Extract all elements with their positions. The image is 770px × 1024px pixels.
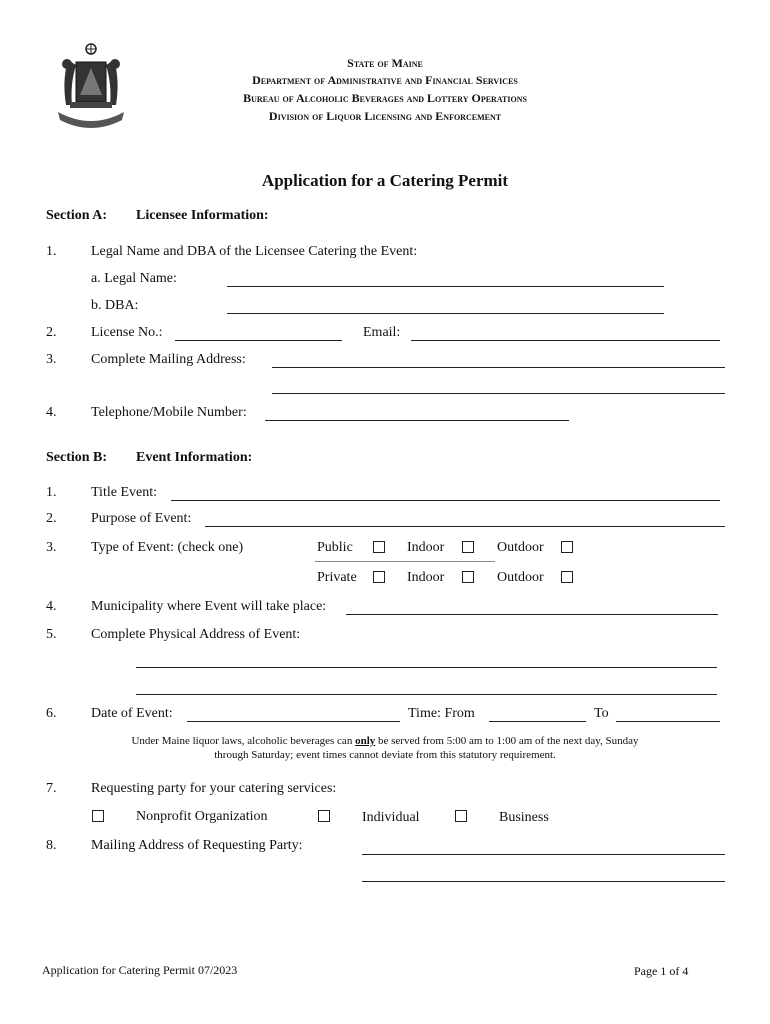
business-label: Business xyxy=(499,810,549,825)
page-title: Application for a Catering Permit xyxy=(261,171,509,190)
section-b-label: Section B: xyxy=(46,450,108,465)
a-q1-label: Legal Name and DBA of the Licensee Catering the Event: xyxy=(91,244,418,259)
individual-checkbox[interactable] xyxy=(318,810,330,822)
a-q2-number: 2. xyxy=(46,325,57,340)
b-q6-number: 6. xyxy=(46,706,57,721)
public-outdoor-label: Outdoor xyxy=(497,540,544,555)
public-indoor-label: Indoor xyxy=(407,540,445,555)
section-a-label: Section A: xyxy=(46,208,108,223)
b-q4-number: 4. xyxy=(46,599,57,614)
b-q7-number: 7. xyxy=(46,781,57,796)
requesting-party-address-field-2[interactable] xyxy=(362,881,725,882)
header-department: Department of Administrative and Financial Services xyxy=(252,73,518,87)
public-indoor-checkbox[interactable] xyxy=(462,541,474,553)
private-label: Private xyxy=(317,570,357,585)
public-outdoor-checkbox[interactable] xyxy=(561,541,573,553)
header-bureau: Bureau of Alcoholic Beverages and Lottery Operations xyxy=(243,91,527,105)
header-division: Division of Liquor Licensing and Enforcement xyxy=(268,109,502,123)
telephone-field[interactable] xyxy=(265,420,569,421)
time-to-field[interactable] xyxy=(616,721,720,722)
header-state: State of Maine xyxy=(347,56,423,70)
public-label: Public xyxy=(317,540,353,555)
note-text-c: through Saturday; event times cannot deviate from this statutory requirement. xyxy=(214,749,556,761)
private-outdoor-checkbox[interactable] xyxy=(561,571,573,583)
purpose-label: Purpose of Event: xyxy=(91,511,192,526)
type-divider xyxy=(315,561,495,562)
a-q1-number: 1. xyxy=(46,244,57,259)
footer-form-title: Application for Catering Permit 07/2023 xyxy=(42,963,238,977)
title-event-field[interactable] xyxy=(171,500,720,501)
date-of-event-label: Date of Event: xyxy=(91,706,173,721)
requesting-party-address-label: Mailing Address of Requesting Party: xyxy=(91,838,303,853)
telephone-label: Telephone/Mobile Number: xyxy=(91,405,247,420)
footer-page-number: Page 1 of 4 xyxy=(634,964,689,978)
type-of-event-label: Type of Event: (check one) xyxy=(91,540,244,555)
private-outdoor-label: Outdoor xyxy=(497,570,544,585)
purpose-field[interactable] xyxy=(205,526,725,527)
liquor-law-note xyxy=(0,734,770,762)
nonprofit-checkbox[interactable] xyxy=(92,810,104,822)
b-q5-number: 5. xyxy=(46,627,57,642)
a-q4-number: 4. xyxy=(46,405,57,420)
business-checkbox[interactable] xyxy=(455,810,467,822)
municipality-field[interactable] xyxy=(346,614,718,615)
requesting-party-address-field-1[interactable] xyxy=(362,854,725,855)
b-q1-number: 1. xyxy=(46,485,57,500)
municipality-label: Municipality where Event will take place: xyxy=(91,599,327,614)
section-a-heading: Licensee Information: xyxy=(136,208,269,223)
note-text-a: Under Maine liquor laws, alcoholic beverages can xyxy=(131,735,356,747)
time-from-field[interactable] xyxy=(489,721,586,722)
b-q8-number: 8. xyxy=(46,838,57,853)
b-q3-number: 3. xyxy=(46,540,57,555)
private-indoor-label: Indoor xyxy=(407,570,445,585)
license-no-label: License No.: xyxy=(91,325,163,340)
mailing-address-field-2[interactable] xyxy=(272,393,725,394)
title-event-label: Title Event: xyxy=(91,485,157,500)
public-checkbox[interactable] xyxy=(373,541,385,553)
time-to-label: To xyxy=(594,706,609,721)
legal-name-label: a. Legal Name: xyxy=(91,271,177,286)
dba-label: b. DBA: xyxy=(91,298,139,313)
physical-address-label: Complete Physical Address of Event: xyxy=(91,627,301,642)
private-checkbox[interactable] xyxy=(373,571,385,583)
time-from-label: Time: From xyxy=(408,706,475,721)
requesting-party-label: Requesting party for your catering services: xyxy=(91,781,337,796)
nonprofit-label: Nonprofit Organization xyxy=(136,809,268,824)
mailing-address-field-1[interactable] xyxy=(272,367,725,368)
a-q3-number: 3. xyxy=(46,352,57,367)
physical-address-field-1[interactable] xyxy=(136,667,717,668)
b-q2-number: 2. xyxy=(46,511,57,526)
license-no-field[interactable] xyxy=(175,340,342,341)
dba-field[interactable] xyxy=(227,313,664,314)
note-only: only xyxy=(355,735,376,747)
date-of-event-field[interactable] xyxy=(187,721,400,722)
email-field[interactable] xyxy=(411,340,720,341)
email-label: Email: xyxy=(363,325,401,340)
physical-address-field-2[interactable] xyxy=(136,694,717,695)
legal-name-field[interactable] xyxy=(227,286,664,287)
note-text-b: be served from 5:00 am to 1:00 am of the next day, Sunday xyxy=(375,735,639,747)
mailing-address-label: Complete Mailing Address: xyxy=(91,352,246,367)
private-indoor-checkbox[interactable] xyxy=(462,571,474,583)
section-b-heading: Event Information: xyxy=(136,450,253,465)
individual-label: Individual xyxy=(362,810,420,825)
